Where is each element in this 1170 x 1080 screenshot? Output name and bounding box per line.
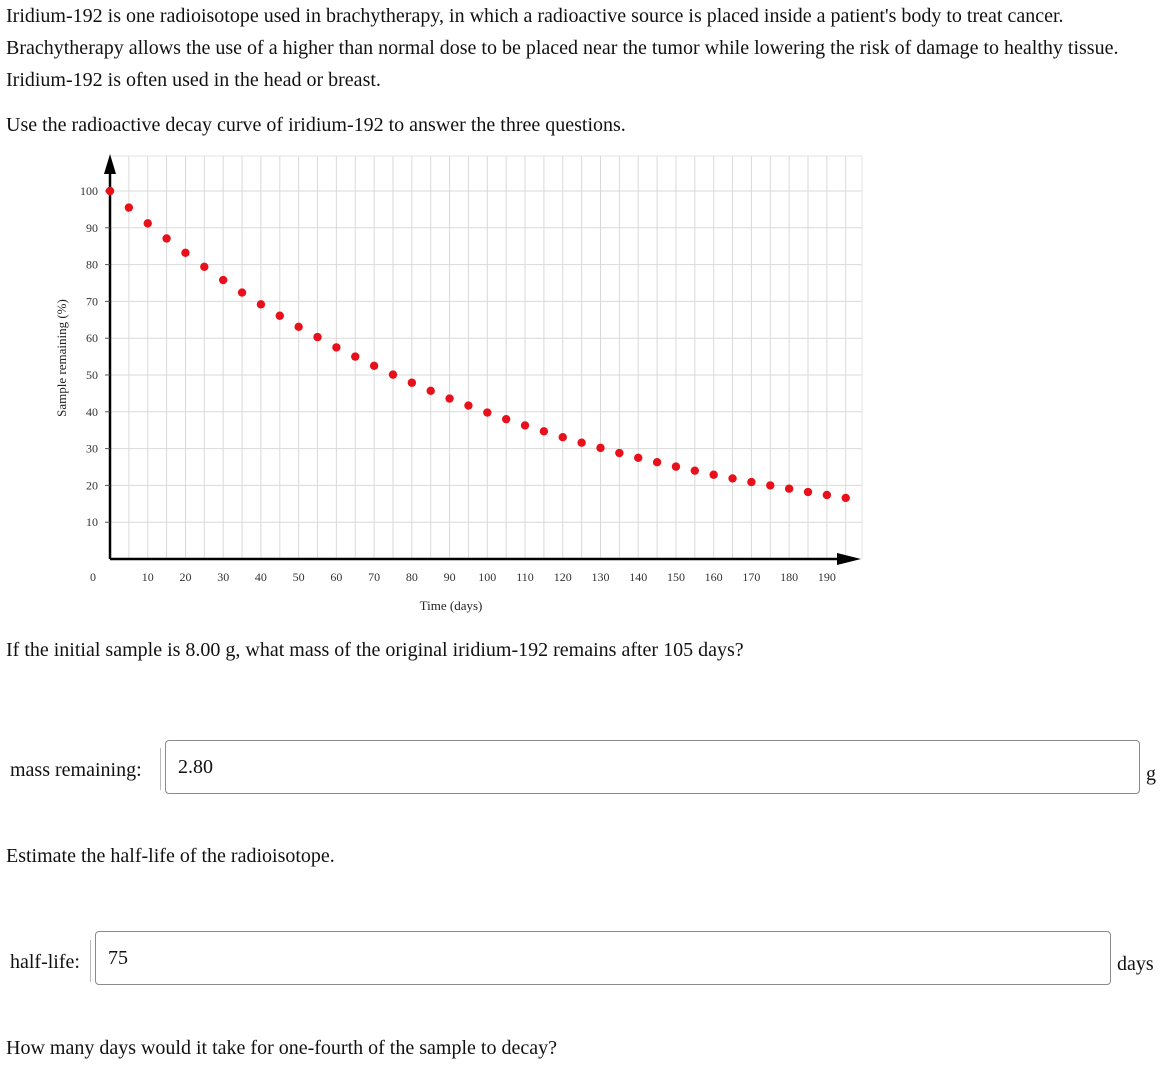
- mass-unit-label: g: [1146, 763, 1156, 785]
- x-tick-label: 80: [405, 570, 418, 584]
- data-point: [540, 427, 548, 435]
- data-point: [445, 394, 453, 402]
- x-tick-label: 10: [141, 570, 154, 584]
- question-2-text: Estimate the half-life of the radioisotope.: [6, 845, 335, 867]
- label-divider: [90, 940, 91, 982]
- data-point: [615, 449, 623, 457]
- x-tick-label: 110: [516, 570, 534, 584]
- y-tick-label: 10: [86, 515, 98, 530]
- data-point: [653, 458, 661, 466]
- data-point: [313, 333, 321, 341]
- y-axis-label: Sample remaining (%): [54, 299, 69, 417]
- data-point: [804, 488, 812, 496]
- x-tick-label: 180: [780, 570, 799, 584]
- label-divider: [160, 748, 161, 790]
- x-axis-arrow: [837, 553, 861, 565]
- data-point: [351, 352, 359, 360]
- data-point: [389, 370, 397, 378]
- chart-data-points: [106, 187, 850, 502]
- data-point: [219, 276, 227, 284]
- x-tick-label: 50: [292, 570, 305, 584]
- data-point: [332, 343, 340, 351]
- data-point: [181, 249, 189, 257]
- data-point: [162, 234, 170, 242]
- data-point: [634, 454, 642, 462]
- data-point: [106, 187, 114, 195]
- data-point: [144, 219, 152, 227]
- data-point: [596, 444, 604, 452]
- intro-paragraph: Iridium-192 is one radioisotope used in brachytherapy, in which a radioactive source is placed inside a patient's body to treat cancer. Brachytherapy allows the use of a higher than normal dose to be placed near the tumor while lowering the risk of damage to healthy tissue. Iridium-192 is often used in the head or breast.: [6, 5, 1119, 91]
- data-point: [521, 421, 529, 429]
- x-tick-label: 20: [179, 570, 192, 584]
- data-point: [785, 485, 793, 493]
- data-point: [464, 401, 472, 409]
- x-tick-label: 30: [217, 570, 230, 584]
- y-tick-label: 50: [86, 368, 98, 382]
- y-axis-arrow: [104, 154, 116, 174]
- x-tick-label: 160: [704, 570, 723, 584]
- origin-label: 0: [90, 570, 96, 584]
- y-tick-label: 30: [86, 441, 98, 456]
- data-point: [823, 491, 831, 499]
- data-point: [672, 462, 680, 470]
- data-point: [408, 379, 416, 387]
- y-tick-label: 100: [80, 184, 98, 198]
- data-point: [577, 439, 585, 447]
- y-tick-label: 20: [86, 478, 98, 493]
- decay-curve-chart: [50, 150, 870, 625]
- data-point: [709, 471, 717, 479]
- mass-remaining-input[interactable]: [165, 740, 1140, 794]
- x-tick-label: 40: [254, 570, 267, 584]
- instruction-text: Use the radioactive decay curve of iridium-192 to answer the three questions.: [6, 114, 626, 136]
- mass-remaining-label: mass remaining:: [10, 759, 142, 781]
- x-tick-label: 150: [666, 570, 685, 584]
- y-tick-label: 60: [86, 331, 98, 346]
- x-tick-label: 130: [591, 570, 610, 584]
- y-tick-label: 90: [86, 220, 98, 235]
- data-point: [238, 288, 246, 296]
- y-tick-label: 80: [86, 257, 98, 272]
- x-tick-label: 140: [629, 570, 648, 584]
- data-point: [747, 478, 755, 486]
- x-tick-label: 70: [368, 570, 381, 584]
- data-point: [842, 494, 850, 502]
- chart-grid: [110, 156, 862, 559]
- x-tick-label: 60: [330, 570, 343, 584]
- data-point: [370, 362, 378, 370]
- x-tick-label: 170: [742, 570, 761, 584]
- half-life-input[interactable]: [95, 931, 1111, 985]
- data-point: [691, 466, 699, 474]
- data-point: [502, 415, 510, 423]
- x-axis-label: Time (days): [419, 598, 483, 613]
- x-tick-label: 190: [817, 570, 836, 584]
- y-tick-label: 70: [86, 294, 98, 309]
- data-point: [294, 323, 302, 331]
- x-tick-label: 100: [478, 570, 497, 584]
- data-point: [276, 312, 284, 320]
- data-point: [427, 387, 435, 395]
- question-3-text: How many days would it take for one-fourth of the sample to decay?: [6, 1037, 557, 1059]
- data-point: [559, 433, 567, 441]
- half-life-label: half-life:: [10, 951, 80, 973]
- data-point: [125, 203, 133, 211]
- question-1-text: If the initial sample is 8.00 g, what mass of the original iridium-192 remains after 105 days?: [6, 639, 744, 661]
- x-tick-label: 90: [443, 570, 456, 584]
- data-point: [766, 481, 774, 489]
- half-life-unit-label: days: [1117, 953, 1154, 975]
- data-point: [200, 263, 208, 271]
- chart-tick-labels: [80, 184, 836, 584]
- data-point: [483, 408, 491, 416]
- y-tick-label: 40: [86, 404, 98, 419]
- data-point: [257, 300, 265, 308]
- data-point: [728, 474, 736, 482]
- chart-axes: [104, 154, 861, 565]
- x-tick-label: 120: [553, 570, 572, 584]
